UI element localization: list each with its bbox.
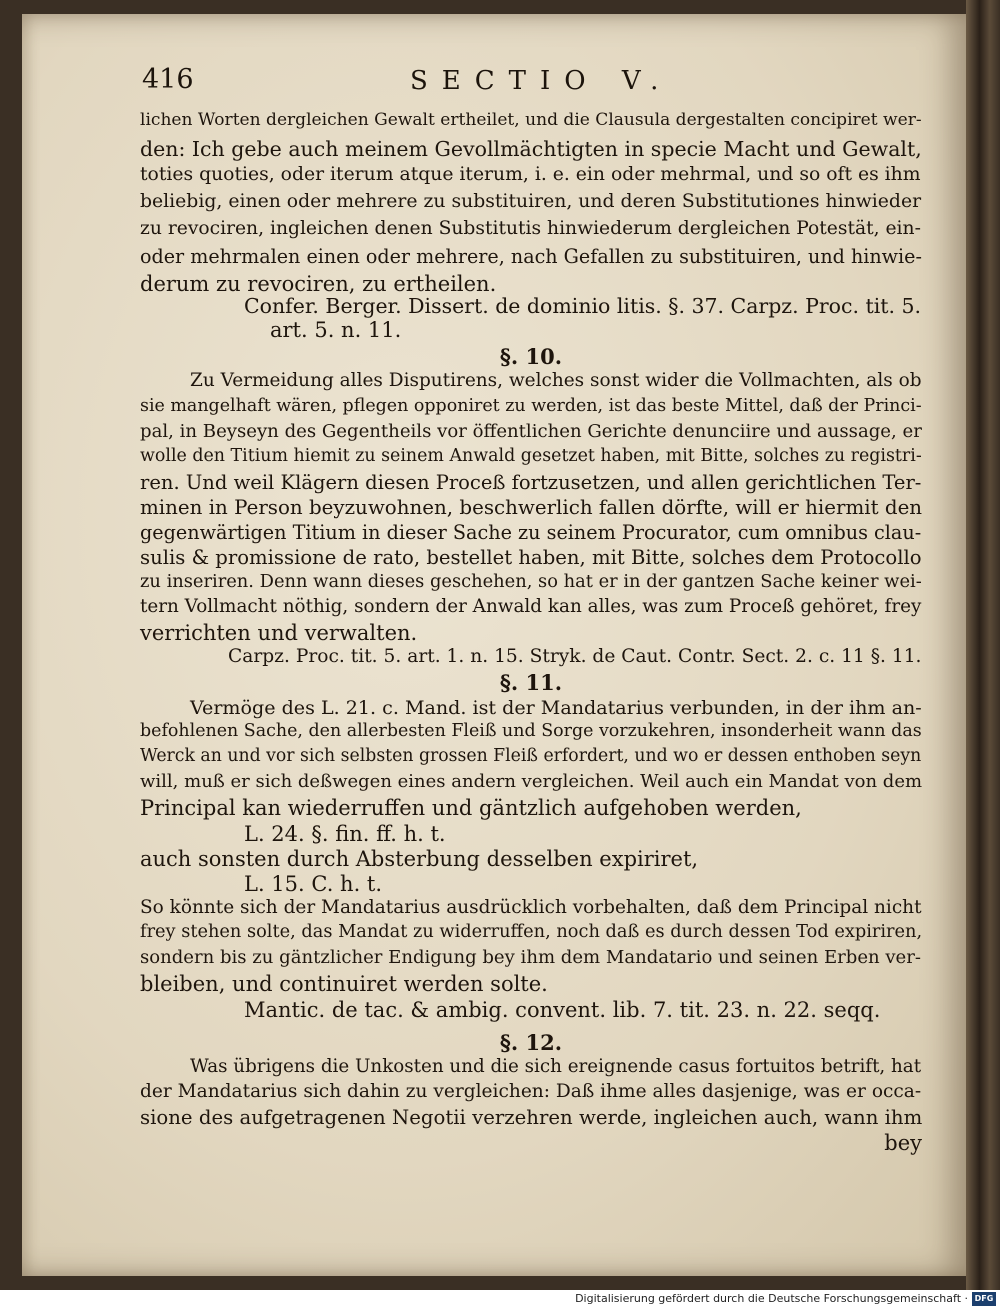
text-line: wolle den Titium hiemit zu seinem Anwald gesetzet haben, mit Bitte, solches zu registri- xyxy=(140,446,922,466)
text-line: der Mandatarius sich dahin zu vergleichen: Daß ihme alles dasjenige, was er occa- xyxy=(140,1081,922,1102)
citation-line: Confer. Berger. Dissert. de dominio litis. §. 37. Carpz. Proc. tit. 5. xyxy=(244,294,922,318)
text-line: minen in Person beyzuwohnen, beschwerlich fallen dörfte, will er hiermit den xyxy=(140,496,923,519)
text-line: gegenwärtigen Titium in dieser Sache zu seinem Procurator, cum omnibus clau- xyxy=(140,521,922,544)
book-gutter xyxy=(966,0,1000,1290)
text-line: Zu Vermeidung alles Disputirens, welches sonst wider die Vollmachten, als ob xyxy=(190,370,922,391)
catchword: bey xyxy=(884,1131,922,1155)
citation-line: art. 5. n. 11. xyxy=(270,318,402,342)
text-line: verrichten und verwalten. xyxy=(140,621,418,645)
text-line: auch sonsten durch Absterbung desselben expiriret, xyxy=(140,847,699,871)
text-line: lichen Worten dergleichen Gewalt ertheilet, und die Clausula dergestalten concipiret wer- xyxy=(140,110,922,130)
text-line: pal, in Beyseyn des Gegentheils vor öffentlichen Gerichte denunciire und aussage, er xyxy=(140,421,922,442)
text-line: Principal kan wiederruffen und gäntzlich aufgehoben werden, xyxy=(140,796,802,820)
text-line: zu revociren, ingleichen denen Substitutis hinwiederum dergleichen Potestät, ein- xyxy=(140,218,921,239)
text-line: sie mangelhaft wären, pflegen opponiret zu werden, ist das beste Mittel, daß der Princi- xyxy=(140,396,922,416)
text-line: Werck an und vor sich selbsten grossen Fleiß erfordert, und wo er dessen enthoben seyn xyxy=(140,746,922,766)
funding-credit: Digitalisierung gefördert durch die Deutsche Forschungsgemeinschaft · xyxy=(575,1292,968,1305)
text-line: ren. Und weil Klägern diesen Proceß fortzusetzen, und allen gerichtlichen Ter- xyxy=(140,471,922,494)
citation-line: Mantic. de tac. & ambig. convent. lib. 7. tit. 23. n. 22. seqq. xyxy=(244,998,881,1022)
text-line: den: Ich gebe auch meinem Gevollmächtigten in specie Macht und Gewalt, xyxy=(140,137,922,161)
text-line: sulis & promissione de rato, bestellet haben, mit Bitte, solches dem Protocollo xyxy=(140,546,922,569)
text-line: Vermöge des L. 21. c. Mand. ist der Mandatarius verbunden, in der ihm an- xyxy=(190,696,922,719)
text-line: beliebig, einen oder mehrere zu substituiren, und deren Substitutiones hinwieder xyxy=(140,191,922,212)
citation-line: L. 15. C. h. t. xyxy=(244,872,383,896)
text-line: tern Vollmacht nöthig, sondern der Anwald kan alles, was zum Proceß gehöret, frey xyxy=(140,596,922,617)
text-line: So könnte sich der Mandatarius ausdrücklich vorbehalten, daß dem Principal nicht xyxy=(140,897,922,918)
text-line: derum zu revociren, zu ertheilen. xyxy=(140,272,497,296)
citation-line: Carpz. Proc. tit. 5. art. 1. n. 15. Stryk. de Caut. Contr. Sect. 2. c. 11 §. 11. xyxy=(228,646,922,667)
citation-line: L. 24. §. fin. ff. h. t. xyxy=(244,822,446,846)
text-line: bleiben, und continuiret werden solte. xyxy=(140,972,548,996)
dfg-logo: DFG xyxy=(972,1292,996,1306)
text-line: will, muß er sich deßwegen eines andern vergleichen. Weil auch ein Mandat von dem xyxy=(140,771,923,792)
section-heading: §. 10. xyxy=(499,344,563,369)
text-line: sione des aufgetragenen Negotii verzehren werde, ingleichen auch, wann ihm xyxy=(140,1106,923,1129)
text-line: frey stehen solte, das Mandat zu widerruffen, noch daß es durch dessen Tod expiriren, xyxy=(140,922,923,942)
text-line: toties quoties, oder iterum atque iterum, i. e. ein oder mehrmal, und so oft es ihm xyxy=(140,164,921,185)
text-line: zu inseriren. Denn wann dieses geschehen, so hat er in der gantzen Sache keiner wei- xyxy=(140,571,922,592)
text-line: befohlenen Sache, den allerbesten Fleiß und Sorge vorzukehren, insonderheit wann das xyxy=(140,721,922,741)
page-number: 416 xyxy=(142,64,194,95)
section-heading: §. 12. xyxy=(499,1030,563,1055)
section-heading: §. 11. xyxy=(499,670,563,695)
text-line: Was übrigens die Unkosten und die sich ereignende casus fortuitos betrift, hat xyxy=(190,1056,922,1077)
running-head: SECTIO V. xyxy=(410,66,673,96)
text-line: oder mehrmalen einen oder mehrere, nach Gefallen zu substituiren, und hinwie- xyxy=(140,245,922,268)
text-line: sondern bis zu gäntzlicher Endigung bey ihm dem Mandatario und seinen Erben ver- xyxy=(140,947,921,968)
